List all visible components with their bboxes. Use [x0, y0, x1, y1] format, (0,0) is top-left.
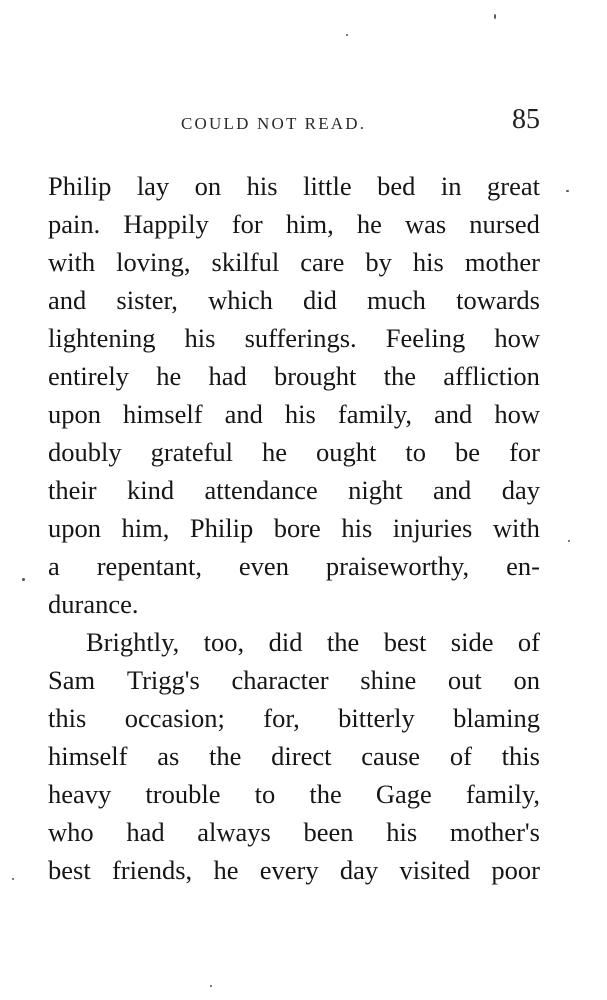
word: much [367, 285, 426, 315]
word: Philip [48, 171, 112, 201]
word: this [48, 703, 87, 733]
word: and [434, 399, 473, 429]
print-speck [210, 985, 212, 987]
word: he [356, 209, 382, 239]
text-line [48, 547, 540, 585]
word: their [48, 475, 97, 505]
word: was [404, 209, 447, 239]
text-line [48, 433, 540, 471]
word: he [262, 437, 288, 467]
word: by [365, 247, 392, 277]
word: upon [48, 513, 101, 543]
word: this [501, 741, 540, 771]
word: Feeling [385, 323, 466, 353]
word: best [383, 627, 427, 657]
word: his [246, 171, 278, 201]
word: sufferings. [244, 323, 357, 353]
word: did [303, 285, 337, 315]
word: been [303, 817, 354, 847]
word: upon [48, 399, 101, 429]
word: who [48, 817, 94, 847]
text-line [48, 775, 540, 813]
paragraph-2 [48, 623, 540, 889]
word: great [487, 171, 540, 201]
word: Gage [375, 779, 432, 809]
word: care [300, 247, 345, 277]
word: be [455, 437, 481, 467]
word: himself [123, 399, 203, 429]
word: kind [126, 475, 175, 505]
word: and [48, 285, 87, 315]
word: always [197, 817, 271, 847]
word: Sam [48, 665, 96, 695]
word: him, [121, 513, 170, 543]
word: heavy [48, 779, 112, 809]
text-line [48, 319, 540, 357]
text-line [48, 851, 540, 889]
word: the [309, 779, 342, 809]
word: affliction [443, 361, 540, 391]
text-line [48, 395, 540, 433]
word: the [209, 741, 242, 771]
text-line [48, 471, 540, 509]
print-speck [494, 14, 496, 19]
word: friends, [111, 855, 193, 885]
word: as [157, 741, 180, 771]
word: and [224, 399, 263, 429]
word: doubly [48, 437, 122, 467]
page-number: 85 [512, 104, 540, 135]
word: little [303, 171, 352, 201]
text-line [48, 243, 540, 281]
word: his [284, 399, 316, 429]
word: occasion; [124, 703, 225, 733]
word: with [492, 513, 540, 543]
word: bitterly [338, 703, 415, 733]
word: a [48, 551, 60, 581]
word: had [126, 817, 165, 847]
word: with [48, 247, 96, 277]
text-line [48, 737, 540, 775]
paragraph-1 [48, 167, 540, 623]
word: ought [316, 437, 377, 467]
word: in [440, 171, 462, 201]
word: family, [465, 779, 540, 809]
word: he [213, 855, 239, 885]
word: his [341, 513, 373, 543]
word: bore [273, 513, 321, 543]
word: towards [456, 285, 540, 315]
word: trouble [145, 779, 221, 809]
print-speck [568, 540, 570, 542]
text-line [48, 167, 540, 205]
text-line-first [48, 623, 540, 661]
word: the [326, 627, 360, 657]
word: which [208, 285, 273, 315]
running-head [48, 104, 540, 140]
word: night [348, 475, 403, 505]
word: brought [273, 361, 357, 391]
text-line [48, 281, 540, 319]
word: did [268, 627, 303, 657]
word: sister, [116, 285, 178, 315]
word: attendance [204, 475, 318, 505]
word: his [386, 817, 418, 847]
word: his [412, 247, 444, 277]
text-line [48, 357, 540, 395]
word: injuries [392, 513, 473, 543]
word: cause [361, 741, 421, 771]
word: how [494, 399, 540, 429]
word: for [509, 437, 540, 467]
word: grateful [150, 437, 234, 467]
word: blaming [453, 703, 540, 733]
word: he [156, 361, 182, 391]
text-line [48, 205, 540, 243]
word: how [494, 323, 540, 353]
word: visited [399, 855, 471, 885]
word: even [238, 551, 289, 581]
running-title: COULD NOT READ. [181, 114, 367, 133]
word: shine [360, 665, 417, 695]
word: loving, [116, 247, 191, 277]
word: poor [491, 855, 540, 885]
word: character [231, 665, 329, 695]
word: day [501, 475, 540, 505]
text-line [48, 509, 540, 547]
word: Happily [123, 209, 209, 239]
word: for, [263, 703, 300, 733]
word: had [208, 361, 247, 391]
print-speck [12, 878, 14, 880]
word: Trigg's [126, 665, 200, 695]
word: pain. [48, 209, 101, 239]
word: family, [337, 399, 412, 429]
print-speck [22, 578, 25, 581]
word: too, [203, 627, 245, 657]
word: every [259, 855, 319, 885]
word: day [339, 855, 379, 885]
word: out [447, 665, 482, 695]
word: bed [377, 171, 416, 201]
word: his [184, 323, 216, 353]
word: side [450, 627, 494, 657]
word: entirely [48, 361, 129, 391]
word: best [48, 855, 91, 885]
word: of [517, 627, 540, 657]
word: on [194, 171, 222, 201]
word: skilful [211, 247, 280, 277]
print-speck [566, 190, 569, 192]
word: mother [464, 247, 540, 277]
word: to [405, 437, 427, 467]
text-line-last: durance. [48, 589, 139, 619]
word: lay [136, 171, 170, 201]
word: Philip [189, 513, 254, 543]
word: mother's [449, 817, 540, 847]
word: nursed [469, 209, 540, 239]
word: him, [285, 209, 334, 239]
word: direct [271, 741, 332, 771]
word: on [513, 665, 540, 695]
word: himself [48, 741, 128, 771]
word: and [433, 475, 472, 505]
text-line [48, 661, 540, 699]
word: the [383, 361, 417, 391]
word: repentant, [96, 551, 202, 581]
text-line [48, 699, 540, 737]
word: for [231, 209, 263, 239]
word: of [449, 741, 472, 771]
word: en- [506, 551, 540, 581]
word: lightening [48, 323, 156, 353]
word: to [254, 779, 276, 809]
body-text [48, 167, 540, 889]
word: praiseworthy, [325, 551, 470, 581]
print-speck [346, 34, 348, 36]
text-line [48, 813, 540, 851]
word: Brightly, [86, 627, 180, 657]
